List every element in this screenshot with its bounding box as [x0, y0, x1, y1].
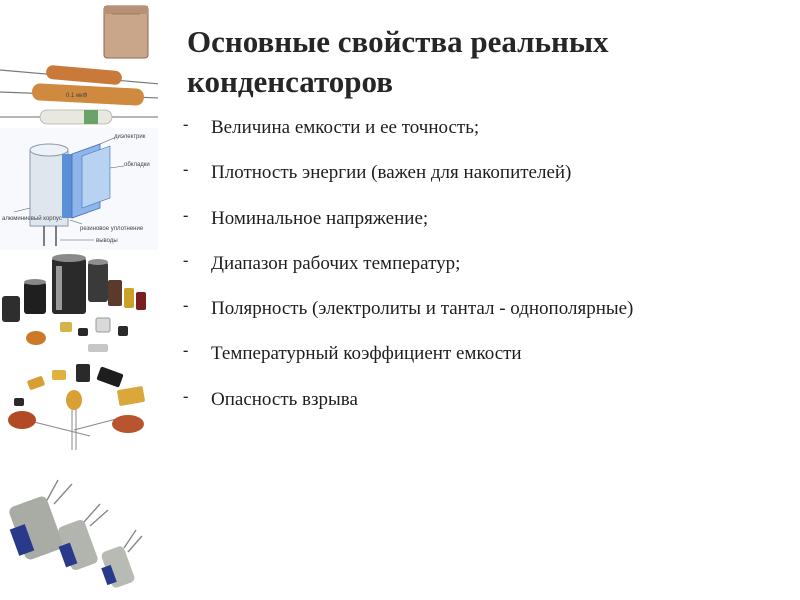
slide-title: Основные свойства реальных конденсаторов	[187, 24, 609, 99]
diagram-label-leads: выводы	[96, 238, 118, 244]
list-item-text: Номинальное напряжение;	[211, 207, 429, 229]
bullet-marker: -	[183, 251, 189, 269]
diagram-label-plates: обкладки	[124, 162, 150, 168]
list-item	[183, 116, 633, 161]
bullet-marker: -	[183, 387, 189, 405]
svg-text:0.1 мкФ: 0.1 мкФ	[66, 93, 88, 99]
ceramic-smd-capacitors-photo	[0, 358, 158, 470]
list-item	[183, 297, 633, 342]
electrolytic-capacitors-photo	[0, 252, 158, 360]
diagram-label-case: алюминиевый корпус	[2, 216, 62, 222]
paper-capacitors-photo	[0, 0, 158, 125]
list-item	[183, 161, 633, 206]
list-item-text: Полярность (электролиты и тантал - однополярные)	[211, 298, 634, 320]
bullet-marker: -	[183, 116, 189, 133]
list-item	[183, 207, 633, 252]
bullet-marker: -	[183, 342, 189, 360]
list-item-text: Опасность взрыва	[211, 388, 358, 410]
list-item	[183, 342, 633, 387]
list-item-text: Диапазон рабочих температур;	[211, 252, 461, 274]
polymer-capacitors-photo	[0, 474, 158, 600]
capacitor-structure-diagram	[0, 128, 158, 250]
list-item	[183, 388, 633, 433]
diagram-label-seal: резиновое уплотнение	[80, 226, 144, 232]
bullet-marker: -	[183, 161, 189, 179]
list-item-text: Плотность энергии (важен для накопителей)	[211, 162, 572, 184]
diagram-label-dielectric: диэлектрик	[114, 134, 146, 140]
properties-list	[183, 116, 633, 433]
bullet-marker: -	[183, 297, 189, 315]
bullet-marker: -	[183, 206, 189, 224]
capacitor-photo-strip	[0, 0, 158, 600]
list-item-text: Температурный коэффициент емкости	[211, 343, 522, 365]
list-item-text: Величина емкости и ее точность;	[211, 117, 480, 138]
list-item	[183, 252, 633, 297]
